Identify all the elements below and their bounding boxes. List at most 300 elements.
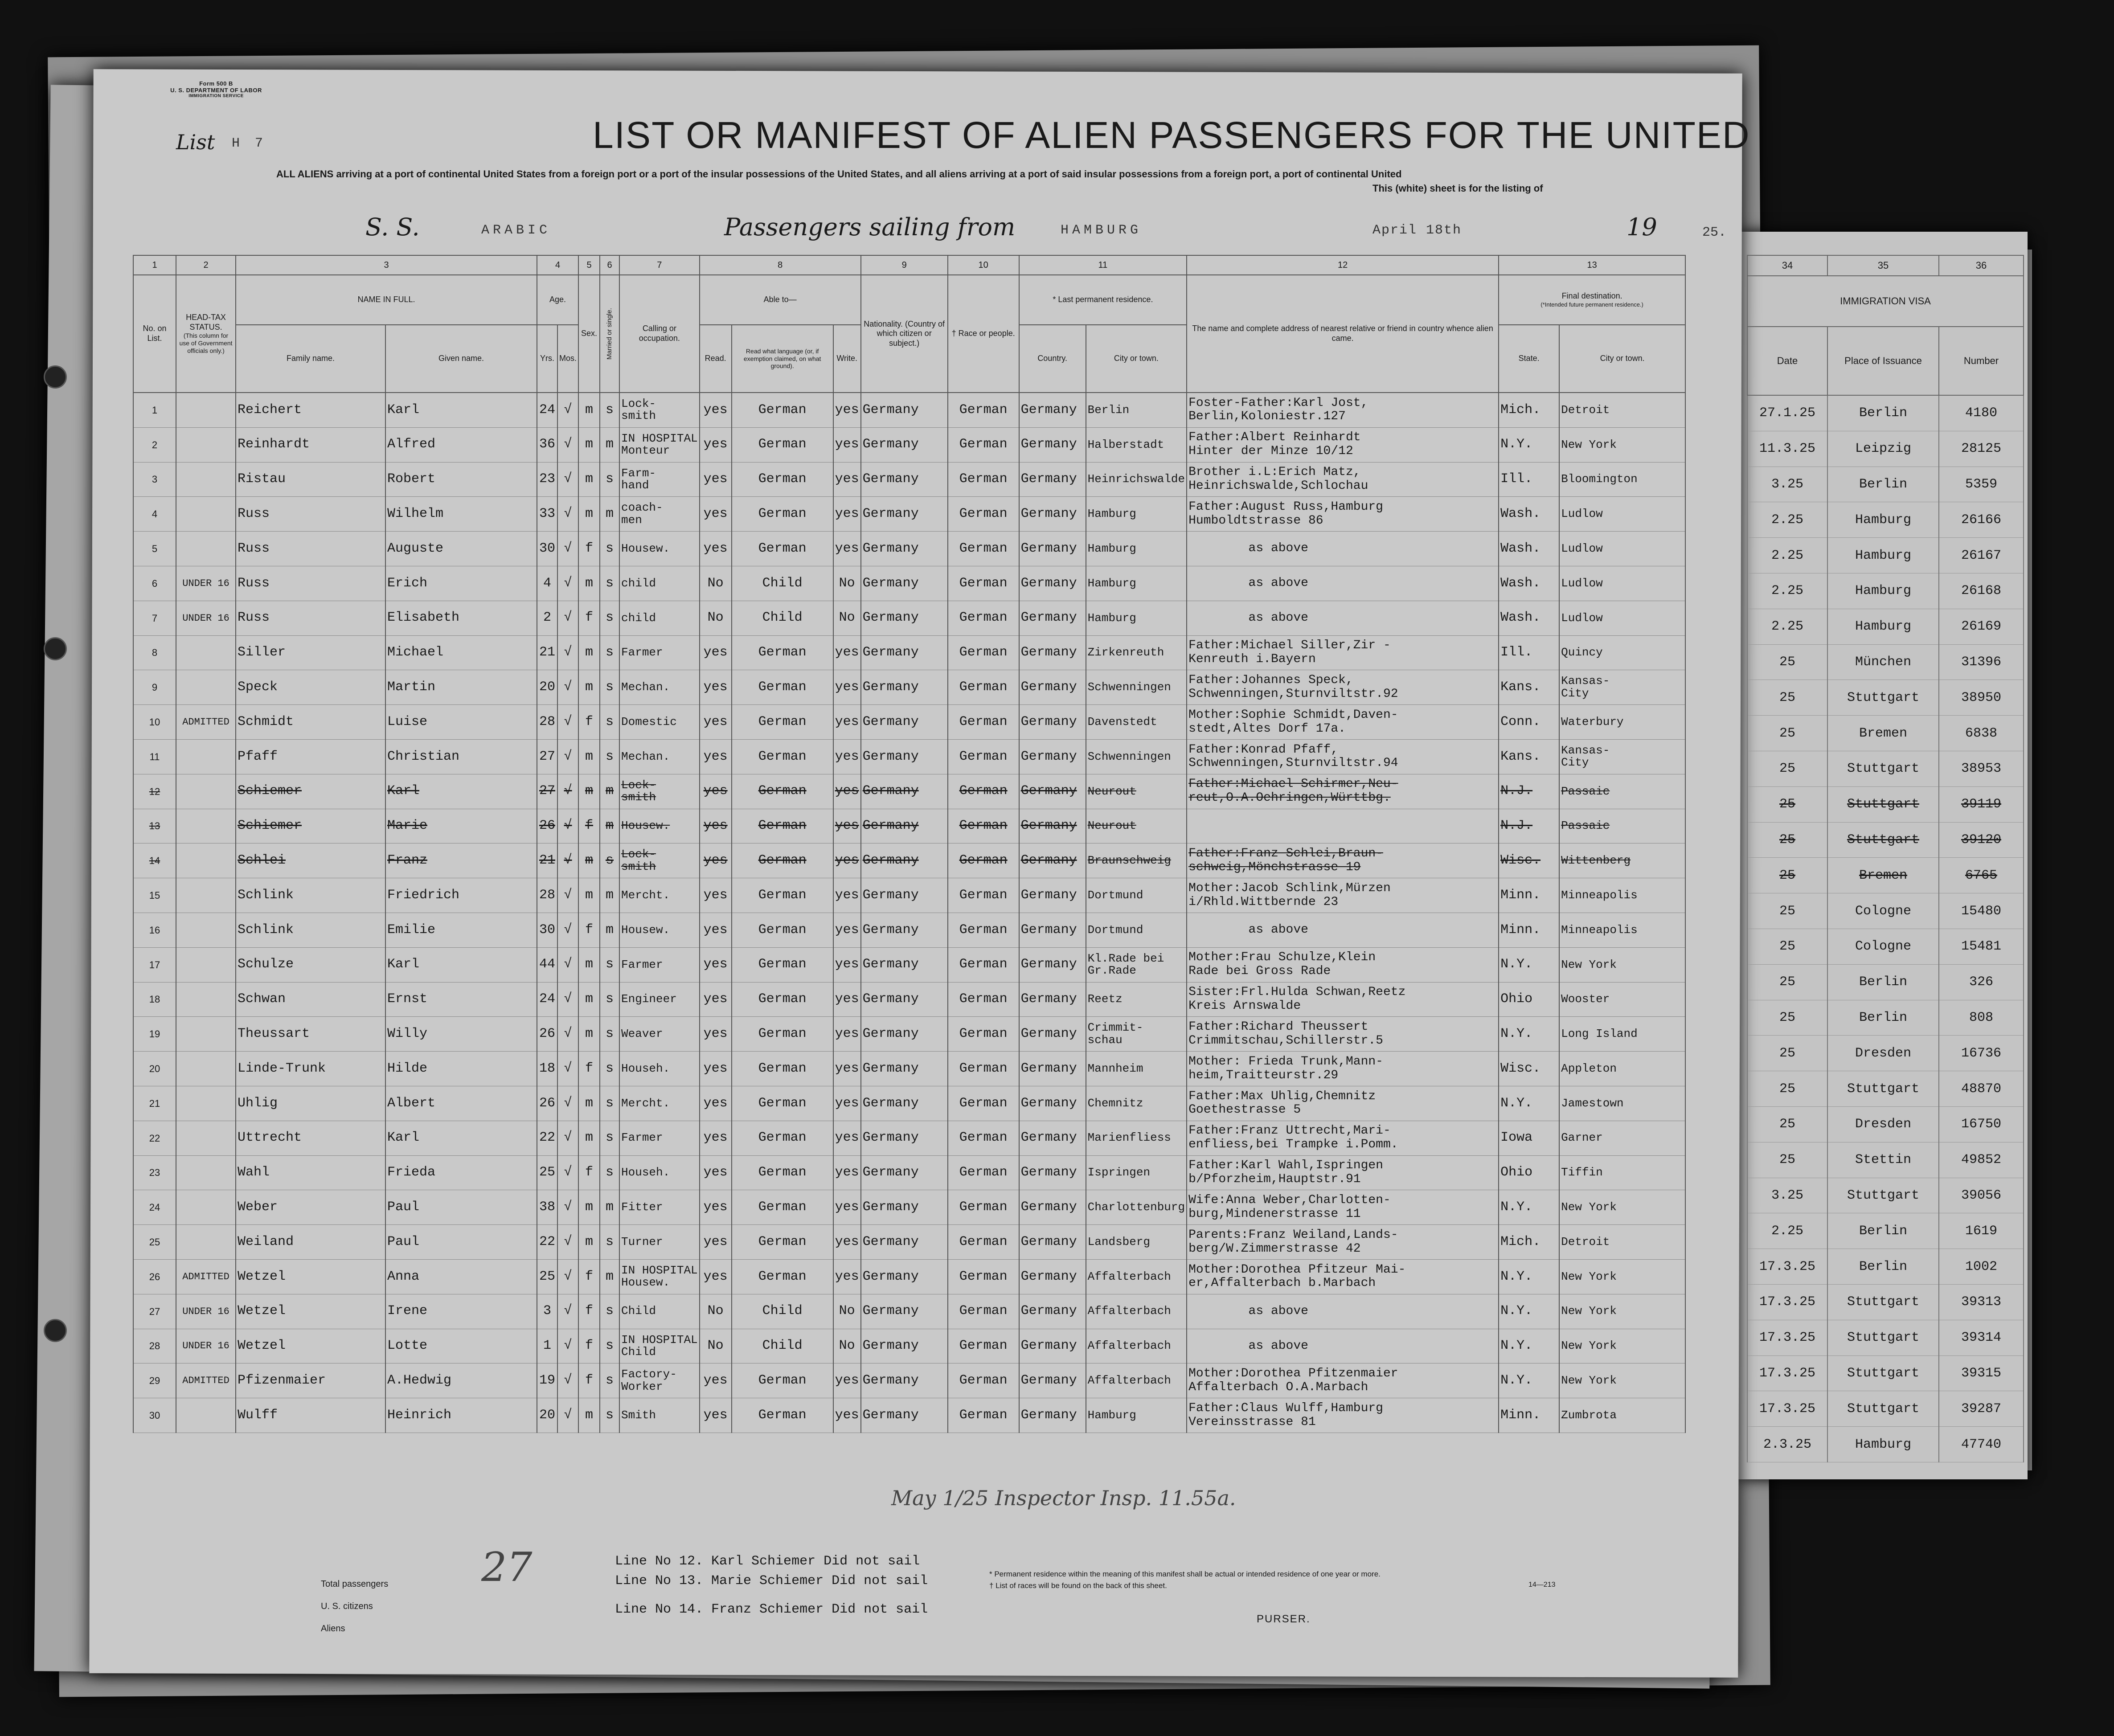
cell-race: German — [948, 774, 1019, 809]
cell-dcity: New York — [1559, 947, 1685, 982]
cell-nat: Germany — [861, 670, 948, 705]
cell-write: yes — [833, 1086, 861, 1121]
cell-country: Germany — [1019, 462, 1086, 497]
cell-rel: Father:Claus Wulff,Hamburg Vereinsstrasse 81 — [1187, 1398, 1499, 1433]
visa-cell-vnum: 28125 — [1939, 431, 2024, 467]
cell-ms: m — [600, 427, 619, 462]
cell-sex: f — [578, 1329, 600, 1363]
cell-yrs: 3 — [537, 1294, 557, 1329]
cell-state: N.J. — [1499, 774, 1559, 809]
cell-dcity: Appleton — [1559, 1052, 1685, 1086]
cell-state: N.Y. — [1499, 1259, 1559, 1294]
cell-state: Minn. — [1499, 913, 1559, 947]
cell-dcity: Detroit — [1559, 393, 1685, 427]
cell-sex: m — [578, 566, 600, 601]
cell-nat: Germany — [861, 809, 948, 843]
cell-occ: IN HOSPITAL Monteur — [619, 427, 700, 462]
head-tax-label: HEAD-TAX STATUS. — [186, 313, 226, 332]
cell-ms: s — [600, 1017, 619, 1052]
cell-n: 12 — [133, 774, 176, 809]
cell-occ: Lock- smith — [619, 393, 700, 427]
cell-mos: √ — [557, 947, 578, 982]
cell-fam: Russ — [236, 601, 385, 635]
cell-fam: Ristau — [236, 462, 385, 497]
cell-country: Germany — [1019, 1398, 1086, 1433]
visa-cell-vplace: Hamburg — [1827, 1427, 1939, 1462]
cell-nat: Germany — [861, 1363, 948, 1398]
visa-cell-vnum: 38950 — [1939, 680, 2024, 716]
cell-read: No — [700, 601, 732, 635]
cell-fam: Schlink — [236, 913, 385, 947]
visa-cell-vplace: Stuttgart — [1827, 1071, 1939, 1107]
visa-cell-vdate: 25 — [1747, 1106, 1827, 1142]
header-name-in-full: NAME IN FULL. — [236, 275, 537, 325]
cell-city: Neurout — [1086, 774, 1187, 809]
cell-tax — [176, 462, 236, 497]
cell-city: Berlin — [1086, 393, 1187, 427]
cell-dcity: Detroit — [1559, 1225, 1685, 1260]
cell-mos: √ — [557, 497, 578, 532]
cell-race: German — [948, 1294, 1019, 1329]
sailing-label: Passengers sailing from — [724, 213, 1016, 241]
visa-cell-vplace: Stettin — [1827, 1142, 1939, 1178]
visa-cell-vdate: 2.25 — [1747, 538, 1827, 573]
visa-cell-vdate: 25 — [1747, 1000, 1827, 1036]
colnum: 6 — [600, 255, 619, 275]
cell-rel: Father:Max Uhlig,Chemnitz Goethestrasse 5 — [1187, 1086, 1499, 1121]
cell-read: yes — [700, 982, 732, 1017]
cell-mos: √ — [557, 843, 578, 878]
cell-n: 20 — [133, 1052, 176, 1086]
cell-city: Schwenningen — [1086, 670, 1187, 705]
cell-write: yes — [833, 532, 861, 566]
visa-cell-vplace: Hamburg — [1827, 609, 1939, 644]
cell-fam: Pfaff — [236, 739, 385, 774]
cell-country: Germany — [1019, 1121, 1086, 1155]
visa-cell-vdate: 2.25 — [1747, 609, 1827, 644]
cell-giv: Albert — [385, 1086, 537, 1121]
cell-mos: √ — [557, 774, 578, 809]
colnum: 5 — [578, 255, 600, 275]
cell-ms: s — [600, 982, 619, 1017]
visa-cell-vplace: Hamburg — [1827, 538, 1939, 573]
table-row — [133, 532, 1685, 566]
visa-row — [1747, 1427, 2024, 1462]
cell-state: Ohio — [1499, 1155, 1559, 1190]
cell-yrs: 26 — [537, 809, 557, 843]
cell-write: yes — [833, 427, 861, 462]
cell-write: yes — [833, 878, 861, 913]
cell-nat: Germany — [861, 635, 948, 670]
table-row — [133, 947, 1685, 982]
cell-yrs: 28 — [537, 705, 557, 740]
cell-dcity: Passaic — [1559, 809, 1685, 843]
header-head-tax — [176, 275, 236, 393]
cell-state: Wash. — [1499, 601, 1559, 635]
cell-nat: Germany — [861, 601, 948, 635]
cell-rel — [1187, 809, 1499, 843]
cell-read: No — [700, 1329, 732, 1363]
cell-giv: Anna — [385, 1259, 537, 1294]
cell-dcity: Minneapolis — [1559, 878, 1685, 913]
cell-write: yes — [833, 913, 861, 947]
cell-n: 16 — [133, 913, 176, 947]
cell-country: Germany — [1019, 739, 1086, 774]
visa-row — [1747, 1320, 2024, 1355]
cell-occ: Smith — [619, 1398, 700, 1433]
cell-rel: Wife:Anna Weber,Charlotten- burg,Mindenerstrasse 11 — [1187, 1190, 1499, 1225]
visa-row — [1747, 431, 2024, 467]
visa-row — [1747, 858, 2024, 893]
aliens-label: Aliens — [321, 1624, 345, 1634]
cell-nat: Germany — [861, 1121, 948, 1155]
cell-nat: Germany — [861, 878, 948, 913]
cell-read: yes — [700, 1259, 732, 1294]
cell-giv: Lotte — [385, 1329, 537, 1363]
cell-state: Ohio — [1499, 982, 1559, 1017]
cell-lang: German — [732, 913, 833, 947]
cell-mos: √ — [557, 913, 578, 947]
cell-tax — [176, 427, 236, 462]
cell-giv: Karl — [385, 947, 537, 982]
header-dest-city: City or town. — [1559, 325, 1685, 393]
cell-rel: as above — [1187, 913, 1499, 947]
table-row — [133, 566, 1685, 601]
colnum: 9 — [861, 255, 948, 275]
cell-mos: √ — [557, 705, 578, 740]
cell-occ: Mercht. — [619, 1086, 700, 1121]
cell-yrs: 18 — [537, 1052, 557, 1086]
cell-occ: Househ. — [619, 1155, 700, 1190]
visa-cell-vdate: 25 — [1747, 858, 1827, 893]
cell-dcity: Kansas- City — [1559, 739, 1685, 774]
visa-row — [1747, 1391, 2024, 1427]
cell-state: Kans. — [1499, 739, 1559, 774]
cell-write: yes — [833, 809, 861, 843]
colnum: 34 — [1747, 255, 1827, 276]
table-row — [133, 878, 1685, 913]
cell-city: Kl.Rade bei Gr.Rade — [1086, 947, 1187, 982]
cell-write: yes — [833, 1398, 861, 1433]
punch-hole — [44, 365, 67, 389]
visa-colnum-row — [1747, 255, 2024, 276]
visa-cell-vnum: 47740 — [1939, 1427, 2024, 1462]
visa-cell-vnum: 4180 — [1939, 395, 2024, 431]
cell-country: Germany — [1019, 1259, 1086, 1294]
visa-header-date: Date — [1747, 327, 1827, 395]
cell-city: Charlottenburg — [1086, 1190, 1187, 1225]
visa-cell-vplace: Berlin — [1827, 1249, 1939, 1285]
cell-sex: f — [578, 1259, 600, 1294]
cell-yrs: 24 — [537, 393, 557, 427]
cell-giv: Auguste — [385, 532, 537, 566]
table-row — [133, 393, 1685, 427]
cell-occ: Housew. — [619, 809, 700, 843]
cell-rel: Father:Richard Theussert Crimmitschau,Schillerstr.5 — [1187, 1017, 1499, 1052]
cell-state: N.J. — [1499, 809, 1559, 843]
cell-city: Landsberg — [1086, 1225, 1187, 1260]
cell-fam: Wetzel — [236, 1329, 385, 1363]
visa-cell-vnum: 39315 — [1939, 1355, 2024, 1391]
cell-mos: √ — [557, 393, 578, 427]
visa-row — [1747, 1178, 2024, 1213]
table-row — [133, 427, 1685, 462]
colnum: 12 — [1187, 255, 1499, 275]
cell-giv: Martin — [385, 670, 537, 705]
cell-ms: m — [600, 1190, 619, 1225]
cell-lang: German — [732, 427, 833, 462]
cell-n: 14 — [133, 843, 176, 878]
visa-cell-vnum: 39314 — [1939, 1320, 2024, 1355]
cell-sex: m — [578, 427, 600, 462]
cell-yrs: 22 — [537, 1121, 557, 1155]
visa-cell-vnum: 16736 — [1939, 1036, 2024, 1071]
table-row — [133, 1225, 1685, 1260]
cell-write: yes — [833, 982, 861, 1017]
cell-occ: Lock- smith — [619, 774, 700, 809]
page-title: LIST OR MANIFEST OF ALIEN PASSENGERS FOR THE UNITED — [593, 114, 1750, 156]
purser-label: PURSER. — [1257, 1613, 1311, 1625]
header-nationality: Nationality. (Country of which citizen or subject.) — [861, 275, 948, 393]
cell-nat: Germany — [861, 1225, 948, 1260]
cell-mos: √ — [557, 1017, 578, 1052]
cell-dcity: Ludlow — [1559, 532, 1685, 566]
visa-row — [1747, 680, 2024, 716]
cell-giv: Elisabeth — [385, 601, 537, 635]
visa-cell-vdate: 25 — [1747, 822, 1827, 858]
cell-ms: s — [600, 947, 619, 982]
footnotes — [989, 1568, 1381, 1592]
cell-race: German — [948, 566, 1019, 601]
table-row — [133, 1190, 1685, 1225]
cell-lang: German — [732, 635, 833, 670]
cell-city: Affalterbach — [1086, 1294, 1187, 1329]
visa-cell-vnum: 48870 — [1939, 1071, 2024, 1107]
cell-state: N.Y. — [1499, 1086, 1559, 1121]
cell-rel: Father:Albert Reinhardt Hinter der Minze 10/12 — [1187, 427, 1499, 462]
cell-n: 24 — [133, 1190, 176, 1225]
visa-row — [1747, 1000, 2024, 1036]
cell-state: N.Y. — [1499, 1329, 1559, 1363]
cell-state: N.Y. — [1499, 1294, 1559, 1329]
cell-nat: Germany — [861, 982, 948, 1017]
cell-lang: German — [732, 809, 833, 843]
cell-fam: Schulze — [236, 947, 385, 982]
cell-lang: German — [732, 1190, 833, 1225]
cell-occ: Housew. — [619, 532, 700, 566]
cell-giv: Christian — [385, 739, 537, 774]
cell-read: yes — [700, 705, 732, 740]
cell-nat: Germany — [861, 739, 948, 774]
cell-nat: Germany — [861, 427, 948, 462]
cell-read: yes — [700, 947, 732, 982]
visa-cell-vdate: 25 — [1747, 1142, 1827, 1178]
cell-state: N.Y. — [1499, 1190, 1559, 1225]
cell-tax: ADMITTED — [176, 1259, 236, 1294]
visa-cell-vnum: 49852 — [1939, 1142, 2024, 1178]
cell-sex: m — [578, 462, 600, 497]
cell-tax — [176, 1155, 236, 1190]
cell-tax — [176, 1190, 236, 1225]
cell-yrs: 19 — [537, 1363, 557, 1398]
visa-row — [1747, 751, 2024, 786]
cell-yrs: 24 — [537, 982, 557, 1017]
visa-title: IMMIGRATION VISA — [1747, 276, 2024, 327]
cell-dcity: Kansas- City — [1559, 670, 1685, 705]
table-row — [133, 1329, 1685, 1363]
cell-read: yes — [700, 393, 732, 427]
cell-rel: as above — [1187, 532, 1499, 566]
table-row — [133, 843, 1685, 878]
service: IMMIGRATION SERVICE — [188, 94, 244, 98]
visa-cell-vnum: 39287 — [1939, 1391, 2024, 1427]
cell-lang: German — [732, 462, 833, 497]
visa-cell-vplace: Stuttgart — [1827, 822, 1939, 858]
cell-n: 21 — [133, 1086, 176, 1121]
visa-cell-vplace: Berlin — [1827, 1213, 1939, 1249]
cell-yrs: 36 — [537, 427, 557, 462]
cell-read: No — [700, 566, 732, 601]
visa-cell-vnum: 26169 — [1939, 609, 2024, 644]
cell-country: Germany — [1019, 878, 1086, 913]
visa-row — [1747, 929, 2024, 964]
cell-fam: Theussart — [236, 1017, 385, 1052]
colnum: 2 — [176, 255, 236, 275]
cell-fam: Speck — [236, 670, 385, 705]
cell-rel: Father:Konrad Pfaff, Schwenningen,Sturnviltstr.94 — [1187, 739, 1499, 774]
cell-state: Ill. — [1499, 462, 1559, 497]
cell-ms: s — [600, 670, 619, 705]
cell-nat: Germany — [861, 705, 948, 740]
cell-dcity: Bloomington — [1559, 462, 1685, 497]
cell-yrs: 20 — [537, 670, 557, 705]
cell-fam: Uhlig — [236, 1086, 385, 1121]
cell-tax: ADMITTED — [176, 1363, 236, 1398]
table-row — [133, 1363, 1685, 1398]
cell-state: Wash. — [1499, 532, 1559, 566]
cell-tax — [176, 913, 236, 947]
cell-lang: German — [732, 878, 833, 913]
table-row — [133, 1259, 1685, 1294]
ship-name: ARABIC — [481, 223, 551, 238]
visa-cell-vplace: Berlin — [1827, 964, 1939, 1000]
cell-state: Wash. — [1499, 566, 1559, 601]
visa-header-place: Place of Issuance — [1827, 327, 1939, 395]
cell-occ: Farmer — [619, 635, 700, 670]
cell-nat: Germany — [861, 1052, 948, 1086]
cell-occ: Farm- hand — [619, 462, 700, 497]
cell-country: Germany — [1019, 1329, 1086, 1363]
cell-yrs: 21 — [537, 843, 557, 878]
cell-write: No — [833, 1294, 861, 1329]
cell-occ: IN HOSPITAL Child — [619, 1329, 700, 1363]
cell-giv: Luise — [385, 705, 537, 740]
cell-mos: √ — [557, 1259, 578, 1294]
cell-nat: Germany — [861, 774, 948, 809]
cell-tax — [176, 670, 236, 705]
cell-ms: s — [600, 705, 619, 740]
cell-nat: Germany — [861, 566, 948, 601]
cell-n: 23 — [133, 1155, 176, 1190]
cell-giv: Ernst — [385, 982, 537, 1017]
cell-city: Heinrichswalde — [1086, 462, 1187, 497]
form-number: Form 500 B — [199, 80, 233, 87]
cell-mos: √ — [557, 1398, 578, 1433]
header-family-name: Family name. — [236, 325, 385, 393]
cell-nat: Germany — [861, 1155, 948, 1190]
cell-giv: Paul — [385, 1190, 537, 1225]
cell-state: N.Y. — [1499, 947, 1559, 982]
table-row — [133, 635, 1685, 670]
cell-tax — [176, 809, 236, 843]
cell-n: 15 — [133, 878, 176, 913]
cell-write: yes — [833, 705, 861, 740]
cell-occ: child — [619, 566, 700, 601]
cell-nat: Germany — [861, 1086, 948, 1121]
cell-mos: √ — [557, 1121, 578, 1155]
visa-cell-vdate: 27.1.25 — [1747, 395, 1827, 431]
cell-race: German — [948, 670, 1019, 705]
header-country: Country. — [1019, 325, 1086, 393]
cell-lang: German — [732, 670, 833, 705]
colnum: 35 — [1827, 255, 1939, 276]
cell-rel: Mother:Sophie Schmidt,Daven- stedt,Altes Dorf 17a. — [1187, 705, 1499, 740]
cell-n: 19 — [133, 1017, 176, 1052]
visa-cell-vdate: 25 — [1747, 786, 1827, 822]
cell-sex: f — [578, 601, 600, 635]
cell-rel: Brother i.L:Erich Matz, Heinrichswalde,Schlochau — [1187, 462, 1499, 497]
cell-fam: Russ — [236, 532, 385, 566]
cell-nat: Germany — [861, 1190, 948, 1225]
cell-ms: s — [600, 739, 619, 774]
cell-n: 25 — [133, 1225, 176, 1260]
cell-write: yes — [833, 1225, 861, 1260]
cell-tax — [176, 497, 236, 532]
cell-mos: √ — [557, 427, 578, 462]
cell-ms: m — [600, 774, 619, 809]
cell-giv: Marie — [385, 809, 537, 843]
visa-cell-vdate: 25 — [1747, 929, 1827, 964]
cell-giv: Alfred — [385, 427, 537, 462]
table-row — [133, 809, 1685, 843]
visa-cell-vdate: 17.3.25 — [1747, 1249, 1827, 1285]
cell-city: Hamburg — [1086, 1398, 1187, 1433]
cell-country: Germany — [1019, 532, 1086, 566]
cell-n: 9 — [133, 670, 176, 705]
visa-row — [1747, 1071, 2024, 1107]
cell-write: yes — [833, 1363, 861, 1398]
cell-fam: Reinhardt — [236, 427, 385, 462]
cell-lang: German — [732, 739, 833, 774]
cell-occ: Farmer — [619, 947, 700, 982]
cell-rel: Sister:Frl.Hulda Schwan,Reetz Kreis Arnswalde — [1187, 982, 1499, 1017]
cell-write: yes — [833, 393, 861, 427]
cell-n: 27 — [133, 1294, 176, 1329]
cell-yrs: 30 — [537, 532, 557, 566]
visa-cell-vplace: Stuttgart — [1827, 1320, 1939, 1355]
note-line-13: Line No 13. Marie Schiemer Did not sail — [615, 1573, 928, 1589]
cell-write: yes — [833, 1052, 861, 1086]
cell-n: 4 — [133, 497, 176, 532]
cell-state: Wash. — [1499, 497, 1559, 532]
cell-lang: German — [732, 1259, 833, 1294]
cell-mos: √ — [557, 601, 578, 635]
cell-n: 30 — [133, 1398, 176, 1433]
visa-cell-vplace: Stuttgart — [1827, 751, 1939, 786]
header-able-to: Able to— — [700, 275, 861, 325]
cell-yrs: 30 — [537, 913, 557, 947]
cell-yrs: 44 — [537, 947, 557, 982]
